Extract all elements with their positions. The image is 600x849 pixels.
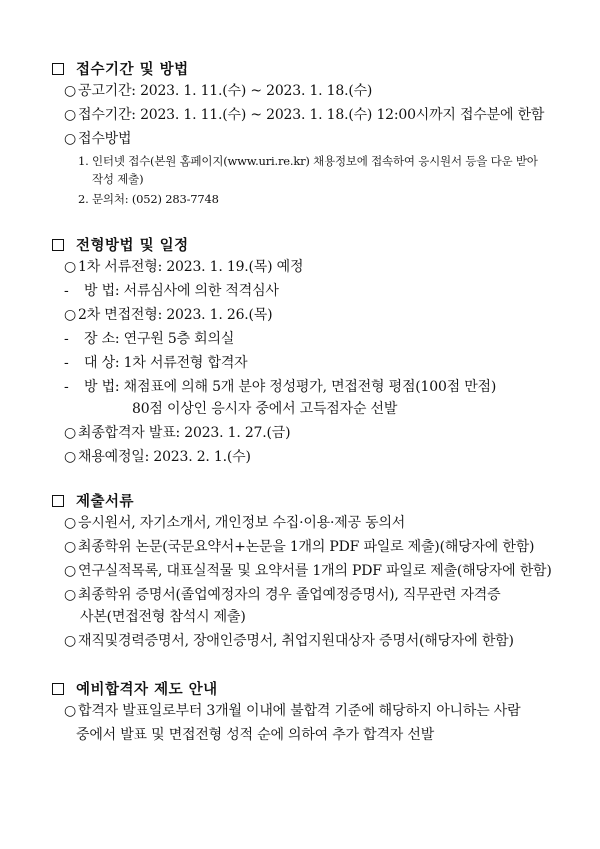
application-method-line: ○ 접수방법	[64, 131, 132, 147]
square-bullet-icon	[52, 239, 64, 251]
section-heading-application-period	[52, 58, 189, 79]
interview-method-line: - 방 법: 채점표에 의해 5개 분야 정성평가, 면접전형 평점(100점 만점)	[64, 379, 497, 395]
section-title: 접수기간 및 방법	[76, 62, 189, 78]
first-screening-line: ○ 1차 서류전형: 2023. 1. 19.(목) 예정	[64, 259, 304, 275]
circle-bullet-icon: ○	[64, 107, 77, 123]
application-period-line: ○ 접수기간: 2023. 1. 11.(수) ~ 2023. 1. 18.(수) 12:00시까지 접수분에 한함	[64, 107, 545, 123]
document-item-5: ○ 재직및경력증명서, 장애인증명서, 취업지원대상자 증명서(해당자에 한함)	[64, 633, 514, 649]
interview-place-line: - 장 소: 연구원 5층 회의실	[64, 331, 235, 347]
document-item-1: ○ 응시원서, 자기소개서, 개인정보 수집·이용·제공 동의서	[64, 515, 406, 531]
section-heading-selection	[52, 234, 189, 255]
circle-bullet-icon: ○	[64, 83, 77, 99]
interview-method-line-cont: 80점 이상인 응시자 중에서 고득점자순 선발	[132, 401, 398, 417]
hire-date-line: ○ 채용예정일: 2023. 2. 1.(수)	[64, 449, 251, 465]
square-bullet-icon	[52, 683, 64, 695]
circle-bullet-icon: ○	[64, 563, 77, 579]
square-bullet-icon	[52, 63, 64, 75]
method-item-2: 2. 문의처: (052) 283-7748	[78, 192, 219, 206]
circle-bullet-icon: ○	[64, 449, 77, 465]
circle-bullet-icon: ○	[64, 259, 77, 275]
second-interview-line: ○ 2차 면접전형: 2023. 1. 26.(목)	[64, 307, 273, 323]
document-item-3: ○ 연구실적목록, 대표실적물 및 요약서를 1개의 PDF 파일로 제출(해당자에 한함)	[64, 563, 552, 579]
circle-bullet-icon: ○	[64, 703, 77, 719]
screening-method-line: - 방 법: 서류심사에 의한 적격심사	[64, 283, 279, 299]
final-announcement-line: ○ 최종합격자 발표: 2023. 1. 27.(금)	[64, 425, 291, 441]
document-item-4-cont: 사본(면접전형 참석시 제출)	[80, 609, 246, 625]
method-item-1: 1. 인터넷 접수(본원 홈페이지(www.uri.re.kr) 채용정보에 접속하여 응시원서 등을 다운 받아	[78, 154, 538, 168]
section-title: 예비합격자 제도 안내	[76, 682, 218, 698]
circle-bullet-icon: ○	[64, 587, 77, 603]
circle-bullet-icon: ○	[64, 515, 77, 531]
interview-target-line: - 대 상: 1차 서류전형 합격자	[64, 355, 248, 371]
document-item-4: ○ 최종학위 증명서(졸업예정자의 경우 졸업예정증명서), 직무관련 자격증	[64, 587, 501, 603]
square-bullet-icon	[52, 495, 64, 507]
section-heading-documents	[52, 490, 134, 511]
reserve-line-2: 중에서 발표 및 면접전형 성적 순에 의하여 추가 합격자 선발	[76, 727, 435, 743]
circle-bullet-icon: ○	[64, 539, 77, 555]
notice-period-line: ○ 공고기간: 2023. 1. 11.(수) ~ 2023. 1. 18.(수)	[64, 83, 373, 99]
circle-bullet-icon: ○	[64, 633, 77, 649]
document-item-2: ○ 최종학위 논문(국문요약서+논문을 1개의 PDF 파일로 제출)(해당자에 한함)	[64, 539, 535, 555]
reserve-line-1: ○ 합격자 발표일로부터 3개월 이내에 불합격 기준에 해당하지 아니하는 사람	[64, 703, 521, 719]
method-item-1-cont: 작성 제출)	[92, 172, 144, 186]
section-title: 전형방법 및 일정	[76, 238, 189, 254]
section-heading-reserve-candidates	[52, 678, 218, 699]
circle-bullet-icon: ○	[64, 131, 77, 147]
section-title: 제출서류	[76, 494, 135, 510]
circle-bullet-icon: ○	[64, 425, 77, 441]
circle-bullet-icon: ○	[64, 307, 77, 323]
